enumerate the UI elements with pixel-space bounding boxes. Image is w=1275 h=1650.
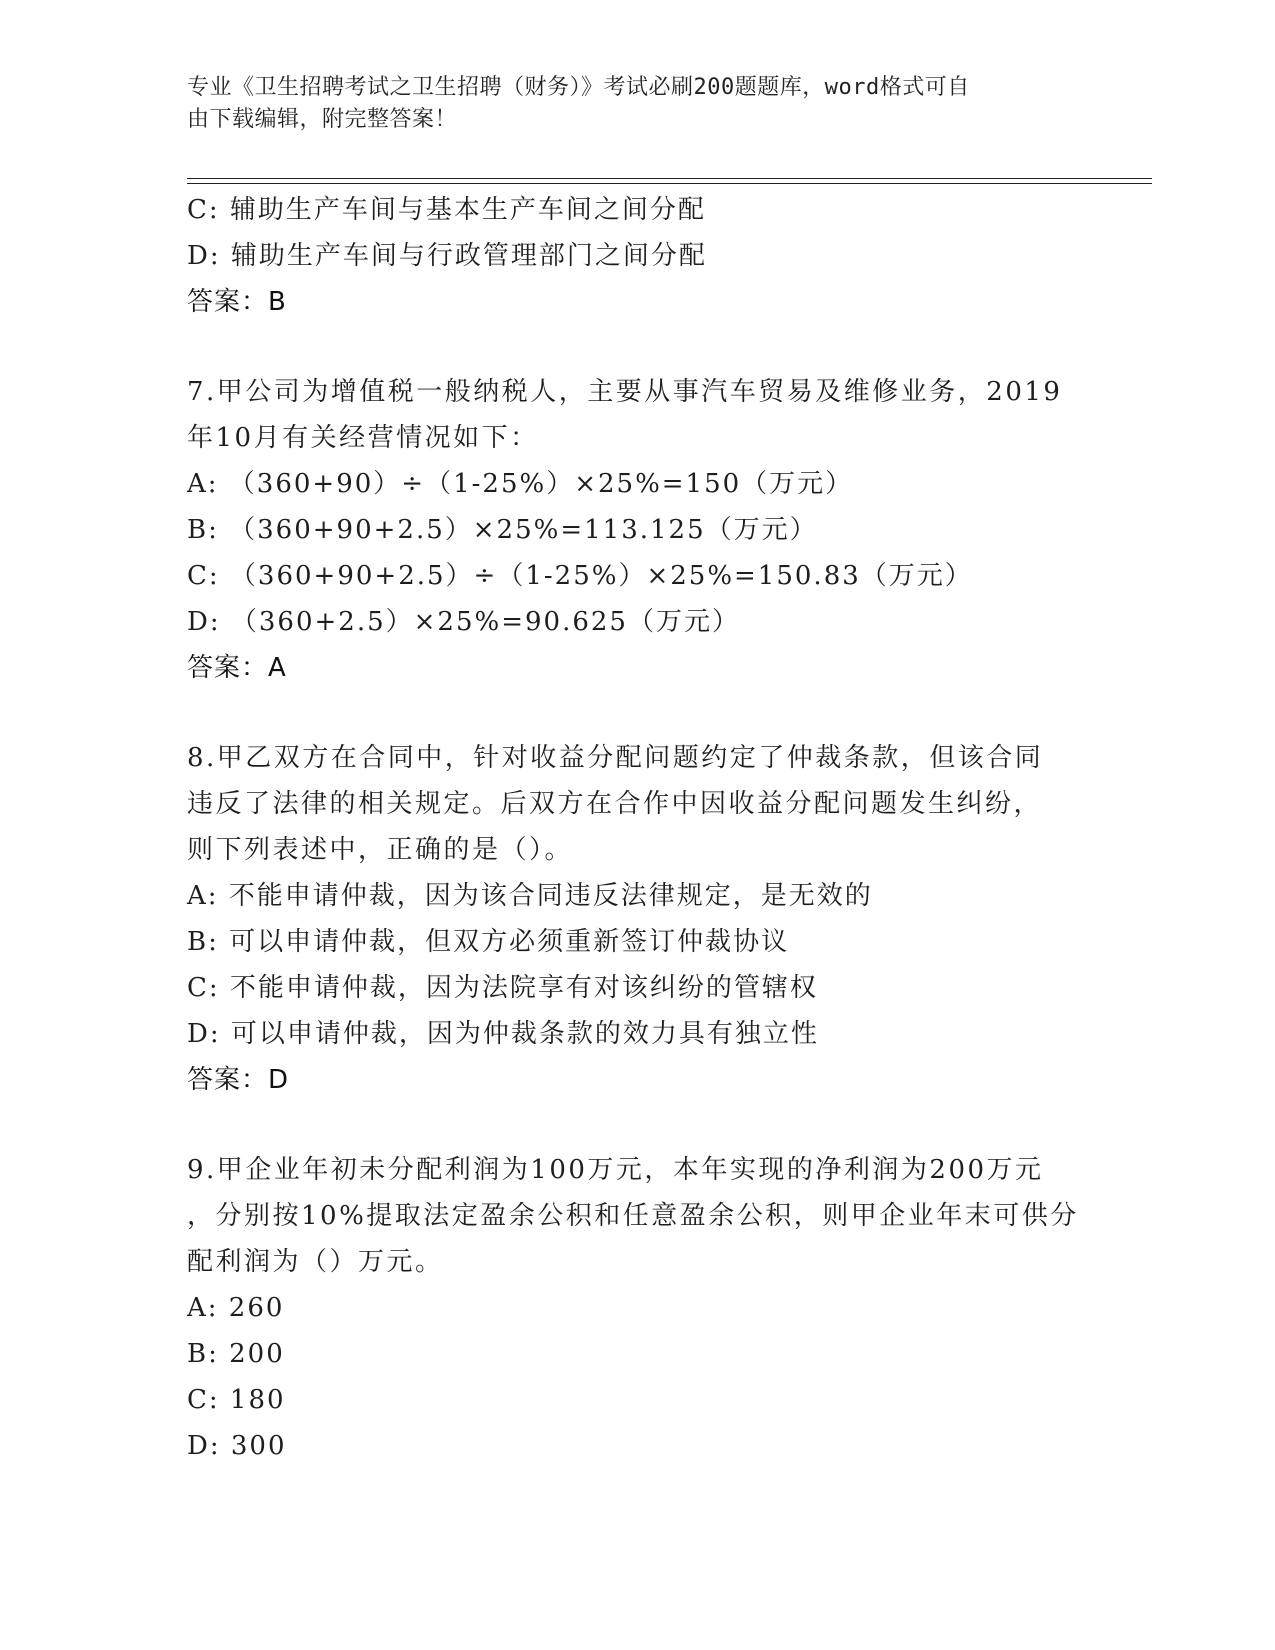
- header-divider-top: [187, 178, 1152, 179]
- document-header: [187, 72, 1067, 136]
- option-c: C: 180: [187, 1385, 286, 1415]
- option-d: D: 可以申请仲裁，因为仲裁条款的效力具有独立性: [187, 1019, 819, 1049]
- option-d: D: （360+2.5）×25%=90.625（万元）: [187, 607, 740, 637]
- option-c: C: 辅助生产车间与基本生产车间之间分配: [187, 195, 706, 225]
- header-divider-bottom: [187, 183, 1152, 184]
- question-8: [187, 735, 1087, 1103]
- option-b: B: （360+90+2.5）×25%=113.125（万元）: [187, 515, 818, 545]
- answer-line: 答案：A: [187, 653, 287, 683]
- option-a: A: 260: [187, 1293, 285, 1323]
- option-d: D: 辅助生产车间与行政管理部门之间分配: [187, 241, 707, 271]
- option-a: A: （360+90）÷（1-25%）×25%=150（万元）: [187, 469, 854, 499]
- header-line-1: 专业《卫生招聘考试之卫生招聘（财务）》考试必刷200题题库，word格式可自: [187, 75, 970, 100]
- spacer: [187, 325, 1087, 369]
- option-b: B: 200: [187, 1339, 285, 1369]
- question-stem-line: 9.甲企业年初未分配利润为100万元，本年实现的净利润为200万元: [187, 1155, 1044, 1185]
- header-line-2: 由下载编辑，附完整答案！: [187, 107, 458, 132]
- option-c: C: 不能申请仲裁，因为法院享有对该纠纷的管辖权: [187, 973, 818, 1003]
- spacer: [187, 1103, 1087, 1147]
- option-b: B: 可以申请仲裁，但双方必须重新签订仲裁协议: [187, 927, 790, 957]
- question-9: [187, 1147, 1087, 1469]
- option-d: D: 300: [187, 1431, 287, 1461]
- question-stem-line: 配利润为（）万元。: [187, 1247, 444, 1277]
- question-stem-line: 8.甲乙双方在合同中，针对收益分配问题约定了仲裁条款，但该合同: [187, 743, 1044, 773]
- question-6-tail: [187, 187, 1087, 325]
- question-7: [187, 369, 1087, 691]
- answer-line: 答案：B: [187, 287, 287, 317]
- question-stem-line: 则下列表述中，正确的是（）。: [187, 835, 574, 865]
- question-stem-line: 7.甲公司为增值税一般纳税人，主要从事汽车贸易及维修业务，2019: [187, 377, 1063, 407]
- document-body: [187, 187, 1087, 1469]
- option-a: A: 不能申请仲裁，因为该合同违反法律规定，是无效的: [187, 881, 873, 911]
- question-stem-line: 年10月有关经营情况如下：: [187, 423, 539, 453]
- question-stem-line: 违反了法律的相关规定。后双方在合作中因收益分配问题发生纠纷，: [187, 789, 1043, 819]
- question-stem-line: ，分别按10%提取法定盈余公积和任意盈余公积，则甲企业年末可供分: [187, 1201, 1079, 1231]
- option-c: C: （360+90+2.5）÷（1-25%）×25%=150.83（万元）: [187, 561, 973, 591]
- spacer: [187, 691, 1087, 735]
- answer-line: 答案：D: [187, 1065, 290, 1095]
